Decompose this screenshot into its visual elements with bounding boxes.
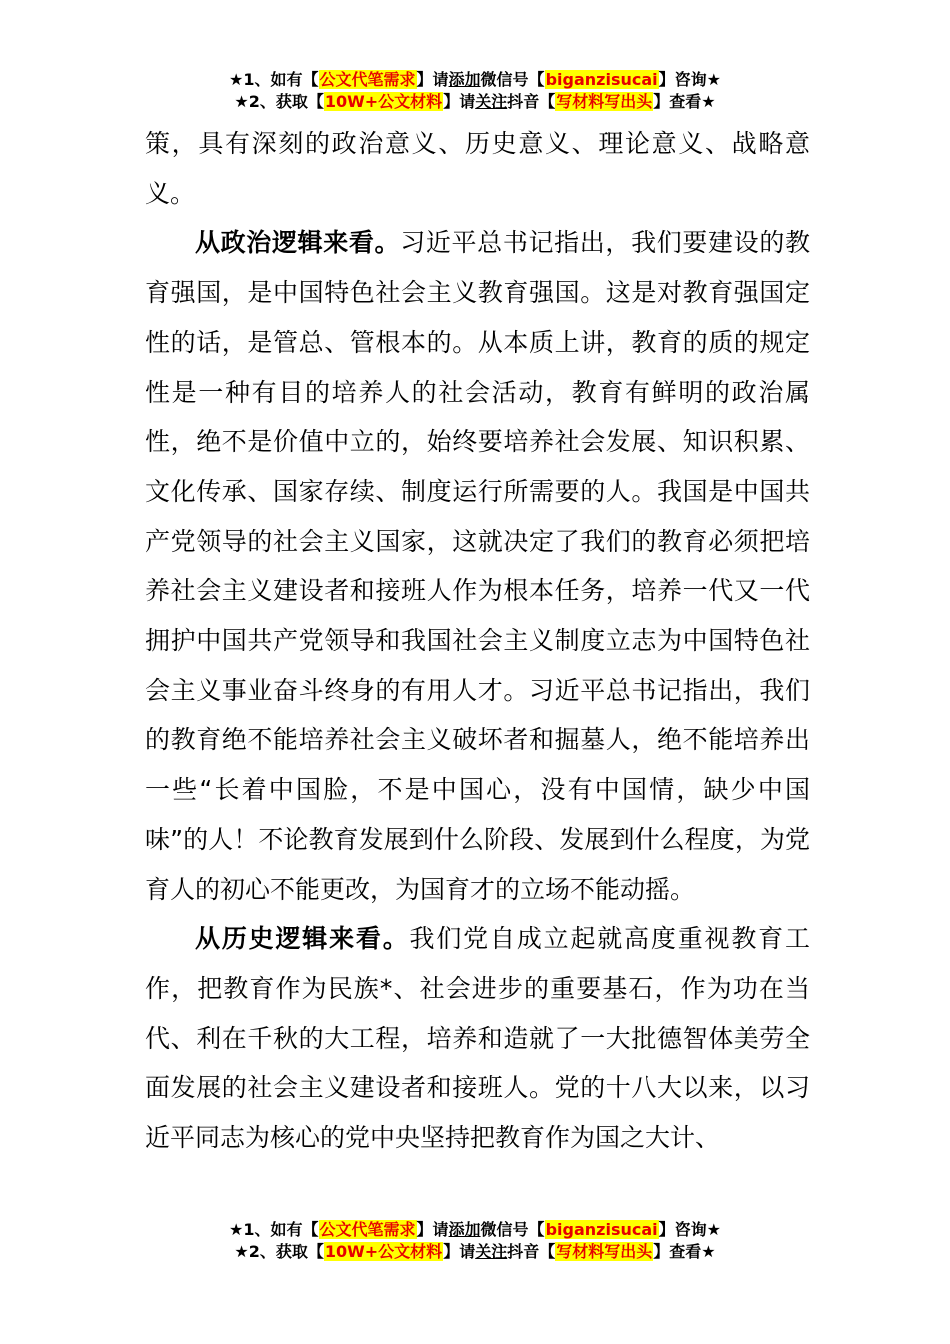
document-body [145, 119, 810, 1163]
banner-highlight: 公文代笔需求 [319, 1220, 416, 1239]
paragraph: 策，具有深刻的政治意义、历史意义、理论意义、战略意义。 [145, 129, 810, 208]
banner-highlight: biganzisucai [545, 1220, 658, 1239]
banner-highlight: 10W+公文材料 [324, 1242, 443, 1261]
footer-banner [0, 1219, 950, 1263]
paragraph: 从历史逻辑来看。我们党自成立起就高度重视教育工作，把教育作为民族*、社会进步的重要基石，作为功在当代、利在千秋的大工程，培养和造就了一大批德智体美劳全面发展的社会主义建设者和接班人。党的十八大以来，以习近平同志为核心的党中央坚持把教育作为国之大计、 [145, 924, 810, 1153]
banner-highlight: 写材料写出头 [556, 92, 653, 111]
banner-line-2: ★2、获取【10W+公文材料】请关注抖音【写材料写出头】查看★ [234, 1242, 716, 1261]
banner-highlight: 写材料写出头 [556, 1242, 653, 1261]
header-banner [0, 69, 950, 113]
banner-line-1: ★1、如有【公文代笔需求】请添加微信号【biganzisucai】咨询★ [229, 1220, 721, 1239]
banner-line-2: ★2、获取【10W+公文材料】请关注抖音【写材料写出头】查看★ [234, 92, 716, 111]
banner-highlight: 公文代笔需求 [319, 70, 416, 89]
paragraph-lead: 从历史逻辑来看。 [195, 924, 410, 954]
banner-highlight: 10W+公文材料 [324, 92, 443, 111]
paragraph: 从政治逻辑来看。习近平总书记指出，我们要建设的教育强国，是中国特色社会主义教育强国。这是对教育强国定性的话，是管总、管根本的。从本质上讲，教育的质的规定性是一种有目的培养人的社会活动，教育有鲜明的政治属性，绝不是价值中立的，始终要培养社会发展、知识积累、文化传承、国家存续、制度运行所需要的人。我国是中国共产党领导的社会主义国家，这就决定了我们的教育必须把培养社会主义建设者和接班人作为根本任务，培养一代又一代拥护中国共产党领导和我国社会主义制度立志为中国特色社会主义事业奋斗终身的有用人才。习近平总书记指出，我们的教育绝不能培养社会主义破坏者和掘墓人，绝不能培养出一些“长着中国脸，不是中国心，没有中国情，缺少中国味”的人！不论教育发展到什么阶段、发展到什么程度，为党育人的初心不能更改，为国育才的立场不能动摇。 [145, 228, 810, 904]
paragraph-lead: 从政治逻辑来看。 [195, 228, 401, 258]
banner-line-1: ★1、如有【公文代笔需求】请添加微信号【biganzisucai】咨询★ [229, 70, 721, 89]
banner-highlight: biganzisucai [545, 70, 658, 89]
